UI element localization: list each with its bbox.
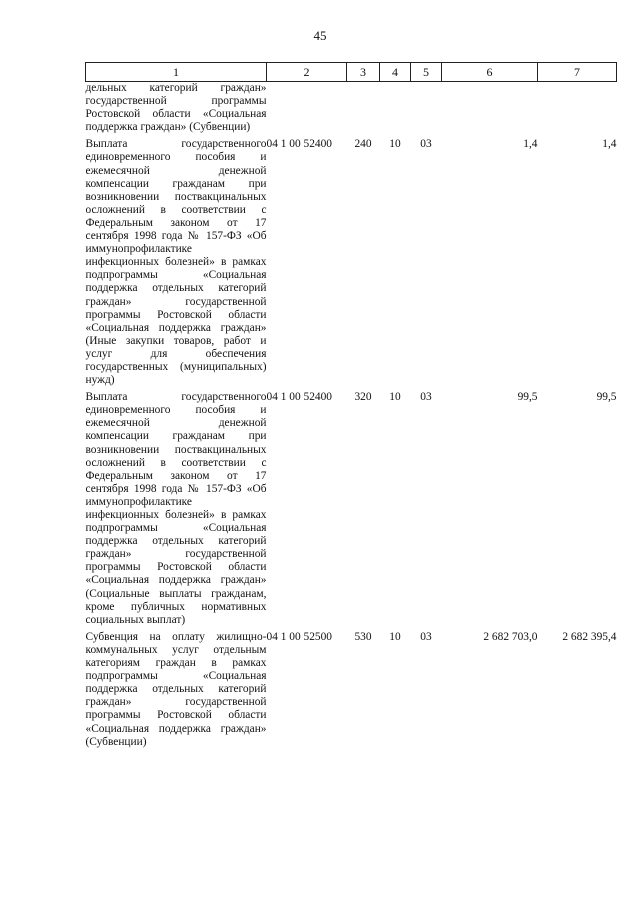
row-amount-1: 2 682 703,0 <box>483 630 538 643</box>
row-target-code: 04 1 00 52500 <box>266 630 332 643</box>
row-expense-type: 320 <box>354 391 372 404</box>
row-description: Выплата государственного единовременного пособия и ежемесячной денежной компенсации гражданам при возникновении поствакцинальных осложнений в соответствии с Федеральным законом от 17 сентября 1998 года № 157-ФЗ «Об иммунопрофилактике инфекционных болезней» в рамках подпрограммы «Социальная поддержка отдельных категорий граждан» государственной программы Ростовской области «Социальная поддержка граждан» (Социальные выплаты гражданам, кроме публичных нормативных социальных выплат) <box>85 391 267 626</box>
col-header-6: 6 <box>442 63 538 82</box>
row-amount-2: 1,4 <box>602 138 617 151</box>
row-amount-1 <box>442 82 538 135</box>
col-header-5: 5 <box>411 63 442 82</box>
col-header-1: 1 <box>86 63 267 82</box>
row-amount-2: 99,5 <box>596 391 617 404</box>
row-description: дельных категорий граждан» государственной программы Ростовской области «Социальная поддержка граждан» (Субвенции) <box>85 82 267 134</box>
table-header-row <box>86 63 617 82</box>
row-description: Выплата государственного единовременного пособия и ежемесячной денежной компенсации гражданам при возникновении поствакцинальных осложнений в соответствии с Федеральным законом от 17 сентября 1998 года № 157-ФЗ «Об иммунопрофилактике инфекционных болезней» в рамках подпрограммы «Социальная поддержка отдельных категорий граждан» государственной программы Ростовской области «Социальная поддержка граждан» (Иные закупки товаров, работ и услуг для обеспечения государственных (муниципальных) нужд) <box>85 138 267 387</box>
budget-table <box>85 62 617 749</box>
row-description: Субвенция на оплату жилищно-коммунальных услуг отдельным категориям граждан в рамках подпрограммы «Социальная поддержка отдельных категорий граждан» государственной программы Ростовской области «Социальная поддержка граждан» (Субвенции) <box>85 630 267 748</box>
row-amount-2: 2 682 395,4 <box>562 630 617 643</box>
col-header-2: 2 <box>267 63 347 82</box>
row-subsection: 03 <box>420 630 432 643</box>
row-expense-type: 240 <box>354 138 372 151</box>
row-section: 10 <box>389 630 401 643</box>
table-row <box>86 627 617 749</box>
row-expense-type: 530 <box>354 630 372 643</box>
table-row <box>86 134 617 387</box>
row-section <box>380 82 411 135</box>
row-target-code: 04 1 00 52400 <box>266 391 332 404</box>
row-target-code <box>267 82 347 135</box>
page-number: 45 <box>313 28 327 43</box>
col-header-7: 7 <box>538 63 617 82</box>
col-header-4: 4 <box>380 63 411 82</box>
table-row <box>86 82 617 135</box>
row-subsection: 03 <box>420 391 432 404</box>
row-subsection <box>411 82 442 135</box>
row-section: 10 <box>389 138 401 151</box>
row-amount-2 <box>538 82 617 135</box>
row-target-code: 04 1 00 52400 <box>266 138 332 151</box>
row-amount-1: 1,4 <box>523 138 538 151</box>
row-amount-1: 99,5 <box>517 391 538 404</box>
col-header-3: 3 <box>347 63 380 82</box>
table-row <box>86 387 617 627</box>
row-section: 10 <box>389 391 401 404</box>
row-subsection: 03 <box>420 138 432 151</box>
row-expense-type <box>347 82 380 135</box>
